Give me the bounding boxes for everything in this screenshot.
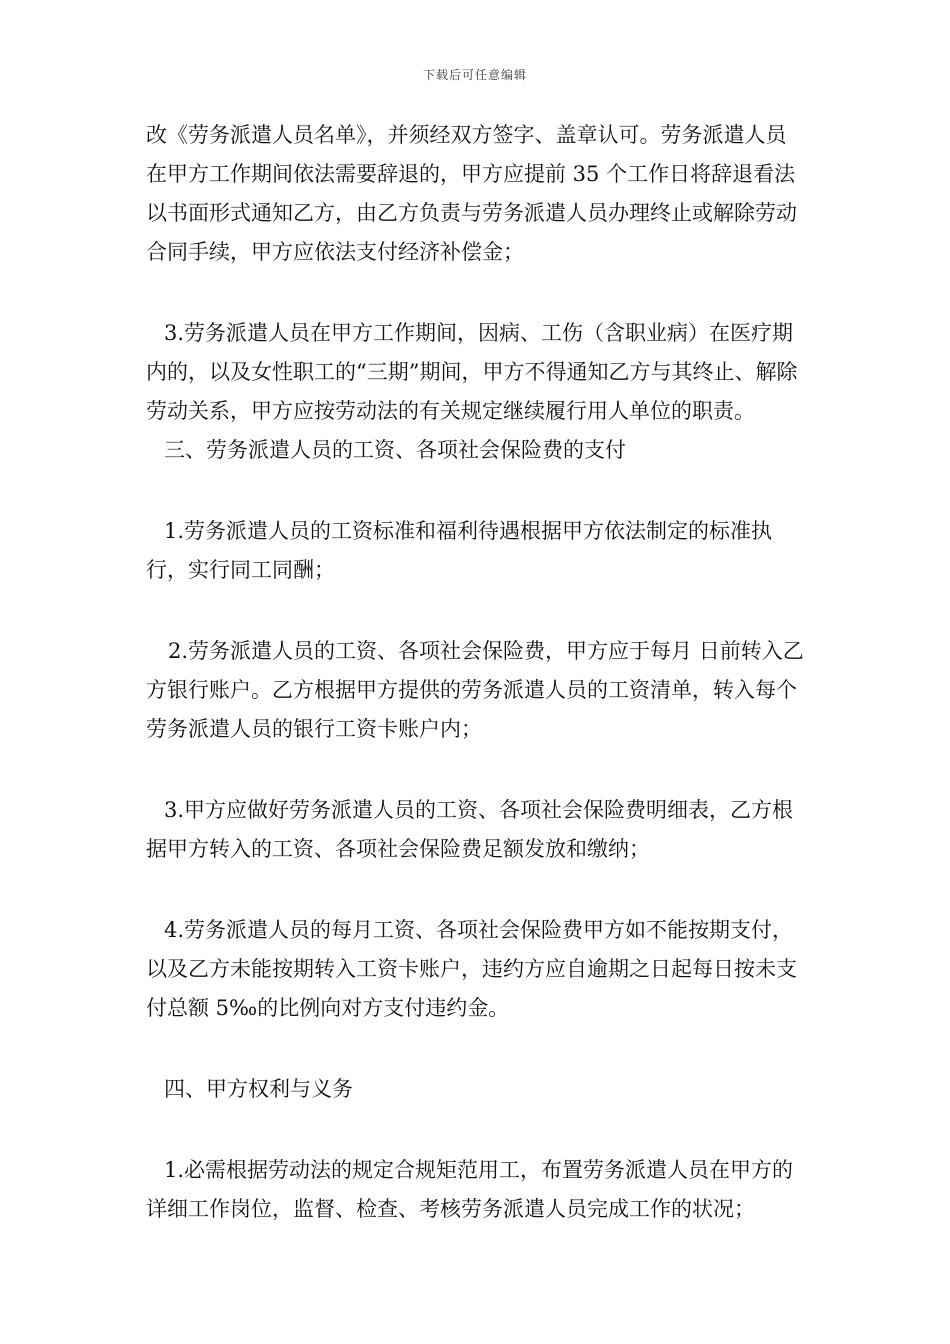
paragraph-clause-1-wage-standard: 1.劳务派遣人员的工资标准和福利待遇根据甲方依法制定的标准执行，实行同工同酬；	[146, 519, 773, 582]
document-body	[146, 116, 806, 1229]
paragraph-clause-4-late-payment: 4.劳务派遣人员的每月工资、各项社会保险费甲方如不能按期支付，以及乙方未能按期转入工资卡账户，违约方应自逾期之日起每日按未支付总额 5‰的比例向对方支付违约金。	[146, 918, 797, 1020]
paragraph-clause-3-wage-details: 3.甲方应做好劳务派遣人员的工资、各项社会保险费明细表，乙方根据甲方转入的工资、各项社会保险费足额发放和缴纳；	[146, 798, 794, 861]
page-header: 下载后可任意编辑	[422, 68, 527, 82]
paragraph-clause-1-employment: 1.必需根据劳动法的规定合规矩范用工，布置劳务派遣人员在甲方的详细工作岗位，监督、检查、考核劳务派遣人员完成工作的状况；	[146, 1158, 794, 1221]
section-heading-4-party-a: 四、甲方权利与义务	[164, 1077, 353, 1101]
paragraph-clause-3-sick-leave: 3.劳务派遣人员在甲方工作期间，因病、工伤（含职业病）在医疗期内的，以及女性职工的“三期”期间，甲方不得通知乙方与其终止、解除劳动关系，甲方应按劳动法的有关规定继续履行用人单位的职责。	[146, 321, 798, 423]
paragraph-dismissal-continuation: 改《劳务派遣人员名单》，并须经双方签字、盖章认可。劳务派遣人员在甲方工作期间依法需要辞退的，甲方应提前 35 个工作日将辞退看法以书面形式通知乙方，由乙方负责与劳务派遣人员办理终止或解除劳动合同手续，甲方应依法支付经济补偿金；	[146, 123, 797, 264]
paragraph-clause-2-wage-transfer: 2.劳务派遣人员的工资、各项社会保险费，甲方应于每月 日前转入乙方银行账户。乙方根据甲方提供的劳务派遣人员的工资清单，转入每个劳务派遣人员的银行工资卡账户内；	[146, 639, 804, 741]
section-heading-3-wages: 三、劳务派遣人员的工资、各项社会保险费的支付	[164, 438, 626, 462]
